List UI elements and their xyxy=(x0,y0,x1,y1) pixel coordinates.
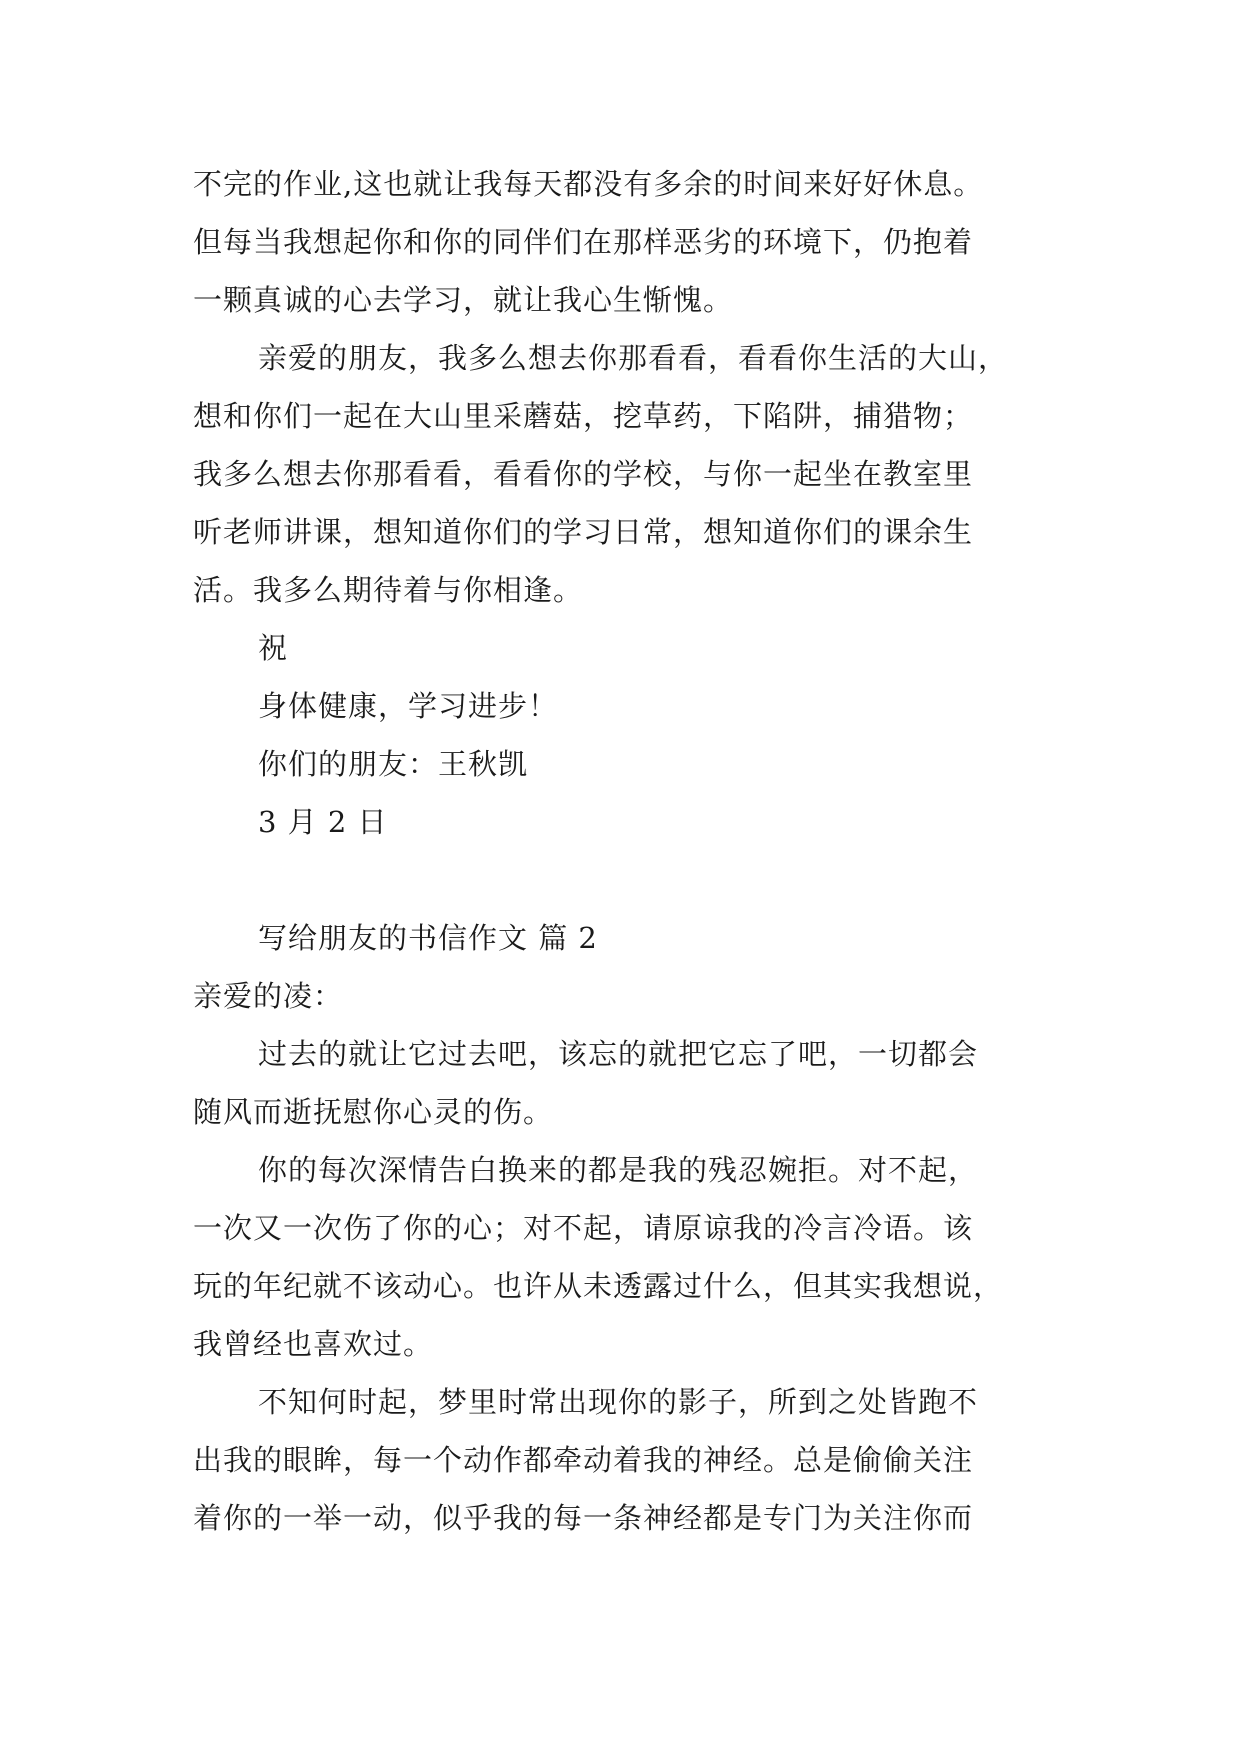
text-line: 一次又一次伤了你的心；对不起，请原谅我的冷言冷语。该 xyxy=(193,1211,974,1245)
text-line: 我曾经也喜欢过。 xyxy=(193,1327,434,1361)
text-line: 但每当我想起你和你的同伴们在那样恶劣的环境下，仍抱着 xyxy=(193,225,974,259)
text-line: 不完的作业,这也就让我每天都没有多余的时间来好好休息。 xyxy=(193,167,984,201)
text-line: 随风而逝抚慰你心灵的伤。 xyxy=(193,1095,554,1129)
date-line: 3 月 2 日 xyxy=(258,805,388,839)
text-line: 着你的一举一动，似乎我的每一条神经都是专门为关注你而 xyxy=(193,1501,974,1535)
closing-line: 祝 xyxy=(258,631,289,665)
paragraph-first-line: 不知何时起，梦里时常出现你的影子，所到之处皆跑不 xyxy=(258,1385,979,1419)
section-title: 写给朋友的书信作文 篇 2 xyxy=(258,921,598,955)
text-line: 一颗真诚的心去学习，就让我心生惭愧。 xyxy=(193,283,734,317)
text-line: 听老师讲课，想知道你们的学习日常，想知道你们的课余生 xyxy=(193,515,974,549)
paragraph-first-line: 你的每次深情告白换来的都是我的残忍婉拒。对不起， xyxy=(258,1153,979,1187)
paragraph-first-line: 亲爱的朋友，我多么想去你那看看，看看你生活的大山， xyxy=(258,341,1009,375)
text-line: 出我的眼眸，每一个动作都牵动着我的神经。总是偷偷关注 xyxy=(193,1443,974,1477)
text-line: 想和你们一起在大山里采蘑菇，挖草药，下陷阱，捕猎物； xyxy=(193,399,974,433)
signature-line: 你们的朋友：王秋凯 xyxy=(258,747,529,781)
wish-line: 身体健康，学习进步！ xyxy=(258,689,559,723)
greeting-line: 亲爱的凌： xyxy=(193,979,344,1013)
text-line: 玩的年纪就不该动心。也许从未透露过什么，但其实我想说， xyxy=(193,1269,1004,1303)
text-line: 我多么想去你那看看，看看你的学校，与你一起坐在教室里 xyxy=(193,457,974,491)
paragraph-first-line: 过去的就让它过去吧，该忘的就把它忘了吧，一切都会 xyxy=(258,1037,979,1071)
text-line: 活。我多么期待着与你相逢。 xyxy=(193,573,584,607)
